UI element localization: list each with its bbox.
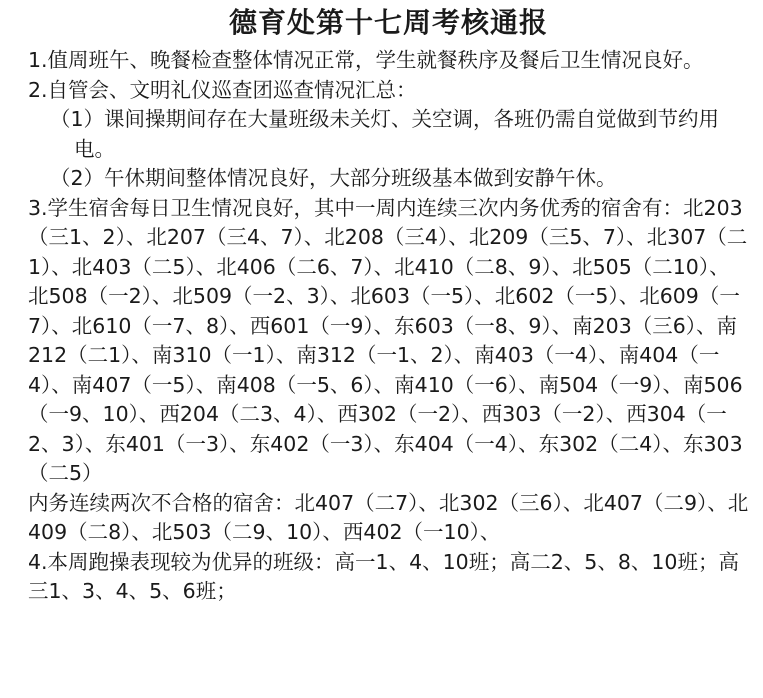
item-2-sub-2: （2）午休期间整体情况良好，大部分班级基本做到安静午休。: [50, 166, 617, 190]
item-4-running-exercise: 4.本周跑操表现较为优异的班级：高一1、4、10班；高二2、5、8、10班；高三1、3、4、5、6班；: [28, 549, 739, 603]
item-3-excellent-dorms: 3.学生宿舍每日卫生情况良好，其中一周内连续三次内务优秀的宿舍有：北203（三1、2）、北207（三4、7）、北208（三4）、北209（三5、7）、北307（二1）、北403（二5）、北406（二6、7）、北410（二8、9）、北505（二10）、北508（一2）、北509（一2、3）、北603（一5）、北602（一5）、北609（一7）、北610（一7、8）、西601（一9）、东603（一8、9）、南203（三6）、南212（二1）、南310（一1）、南312（一1、2）、南403（一4）、南404（一4）、南407（一5）、南408（一5、6）、南410（一6）、南504（一9）、南506（一9、10）、西204（二3、4）、西302（一2）、西303（一2）、西304（一2、3）、东401（一3）、东402（一3）、东404（一4）、东302（二4）、东303（二5）: [28, 195, 748, 485]
notice-title: 德育处第十七周考核通报: [228, 6, 548, 39]
item-3-unqualified-dorms: 内务连续两次不合格的宿舍：北407（二7）、北302（三6）、北407（二9）、北409（二8）、北503（二9、10）、西402（一10）、: [28, 490, 749, 544]
item-1-meal-inspection: 1.值周班午、晚餐检查整体情况正常，学生就餐秩序及餐后卫生情况良好。: [28, 48, 704, 72]
item-2-sub-1: （1）课间操期间存在大量班级未关灯、关空调，各班仍需自觉做到节约用电。: [50, 107, 720, 161]
item-2-heading: 2.自管会、文明礼仪巡查团巡查情况汇总：: [28, 77, 417, 102]
notice-page: [0, 6, 763, 698]
